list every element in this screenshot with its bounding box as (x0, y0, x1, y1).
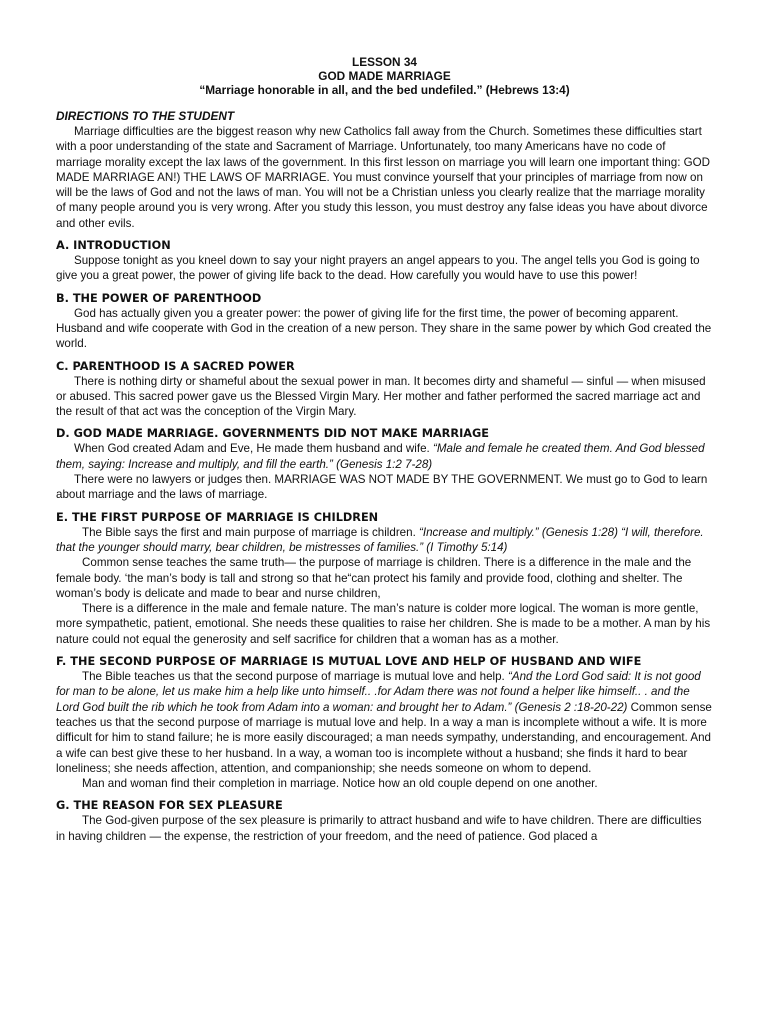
lesson-number: LESSON 34 (352, 55, 417, 69)
section-god-made-marriage (56, 426, 713, 502)
paragraph (56, 525, 713, 556)
scripture-quote: “Male and female he created them. And God blessed them, saying: Increase and multiply, and fill the earth.” (Genesis 1:2 7-28) (56, 442, 705, 471)
paragraph: Common sense teaches the same truth— the purpose of marriage is children. There is a difference in the male and the female body. ‘the man’s body is tall and strong so that he“can protect his family and provide food, clothing and shelter. The woman’s body is delicate and made to bear and nurse children, (56, 556, 692, 600)
lesson-epigraph: “Marriage honorable in all, and the bed undefiled.” (Hebrews 13:4) (199, 83, 570, 97)
lesson-header (56, 55, 713, 97)
section-heading: G. THE REASON FOR SEX PLEASURE (56, 799, 283, 813)
section-first-purpose (56, 510, 713, 647)
section-heading: B. THE POWER OF PARENTHOOD (56, 291, 262, 305)
section-heading: E. THE FIRST PURPOSE OF MARRIAGE IS CHILDREN (56, 510, 379, 524)
paragraph (56, 669, 713, 776)
section-heading: D. GOD MADE MARRIAGE. GOVERNMENTS DID NOT MAKE MARRIAGE (56, 427, 490, 441)
paragraph: Man and woman find their completion in marriage. Notice how an old couple depend on one another. (82, 777, 598, 791)
section-sacred-power (56, 359, 713, 420)
section-heading: C. PARENTHOOD IS A SACRED POWER (56, 359, 295, 373)
paragraph: The God-given purpose of the sex pleasure is primarily to attract husband and wife to have children. There are difficulties in having children — the expense, the restriction of your freedom, and the need of patience. God placed a (56, 814, 702, 843)
paragraph: There is nothing dirty or shameful about the sexual power in man. It becomes dirty and shameful — sinful — when misused or abused. This sacred power gave us the Blessed Virgin Mary. Her mother and father performed the sacred marriage act and the result of that act was the conception of the Virgin Mary. (56, 374, 706, 419)
section-sex-pleasure (56, 798, 713, 844)
paragraph: There were no lawyers or judges then. MARRIAGE WAS NOT MADE BY THE GOVERNMENT. We must go to God to learn about marriage and the laws of marriage. (56, 473, 708, 502)
section-heading: A. INTRODUCTION (56, 239, 171, 253)
section-second-purpose (56, 654, 713, 791)
paragraph: There is a difference in the male and female nature. The man’s nature is colder more logical. The woman is more gentle, more sympathetic, patient, emotional. She needs these qualities to raise her children. She is made to be a mother. A man by his nature could not equal the generosity and self sacrifice for children that a woman has as a mother. (56, 602, 711, 646)
section-directions (56, 109, 713, 231)
paragraph-text: The Bible teaches us that the second purpose of marriage is mutual love and help. (82, 670, 509, 684)
lesson-title: GOD MADE MARRIAGE (318, 69, 451, 83)
paragraph: Suppose tonight as you kneel down to say your night prayers an angel appears to you. The angel tells you God is going to give you a great power, the power of giving life back to the dead. How carefully you would have to use this power! (56, 254, 700, 283)
paragraph: God has actually given you a greater power: the power of giving life for the first time, the power of becoming apparent. Husband and wife cooperate with God in the creation of a new person. They share in the same power by which God created the world. (56, 306, 712, 351)
scripture-quote: “And the Lord God said: It is not good for man to be alone, let us make him a help like unto himself.. .for Adam there was not found a helper like himself.. . and the Lord God built the rib which he took from Adam into a woman: and brought her to Adam.” (Genesis 2 :18-20-22) (56, 670, 701, 714)
scripture-quote: “Increase and multiply.” (Genesis 1:28) “I will, therefore. that the younger should marry, bear children, be mistresses of families.” (I Timothy 5:14) (56, 525, 704, 554)
section-heading: F. THE SECOND PURPOSE OF MARRIAGE IS MUTUAL LOVE AND HELP OF HUSBAND AND WIFE (56, 655, 642, 669)
paragraph-text: Common sense teaches us that the second purpose of marriage is mutual love and help. In a way a man is incomplete without a wife. It is more difficult for him to stand failure; he is more easily discouraged; a man needs sympathy, understanding, and encouragement. And a wife can best give these to her husband. In a way, a woman too is incomplete without a husband; she finds it hard to bear loneliness; she needs affection, attention, and companionship; she needs someone on whom to depend. (56, 700, 712, 775)
section-heading: DIRECTIONS TO THE STUDENT (56, 109, 235, 123)
paragraph-text: When God created Adam and Eve, He made them husband and wife. (74, 442, 433, 456)
section-power-of-parenthood (56, 291, 713, 352)
paragraph-text: The Bible says the first and main purpose of marriage is children. (82, 525, 420, 539)
paragraph: Marriage difficulties are the biggest reason why new Catholics fall away from the Church. Sometimes these difficulties start with a poor understanding of the state and Sacrament of Marriage. Unfortunately, too many Americans have no code of marriage morality except the lax laws of the government. In this first lesson on marriage you will learn one important thing: GOD MADE MARRIAGE AN!) THE LAWS OF MARRIAGE. You must convince yourself that your principles of marriage from now on will be the laws of God and not the laws of man. You will not be a Christian unless you clearly realize that the marriage morality of many people around you is very wrong. After you study this lesson, you must destroy any false ideas you have about divorce and other evils. (56, 125, 711, 230)
paragraph (56, 441, 713, 472)
section-introduction (56, 238, 713, 284)
